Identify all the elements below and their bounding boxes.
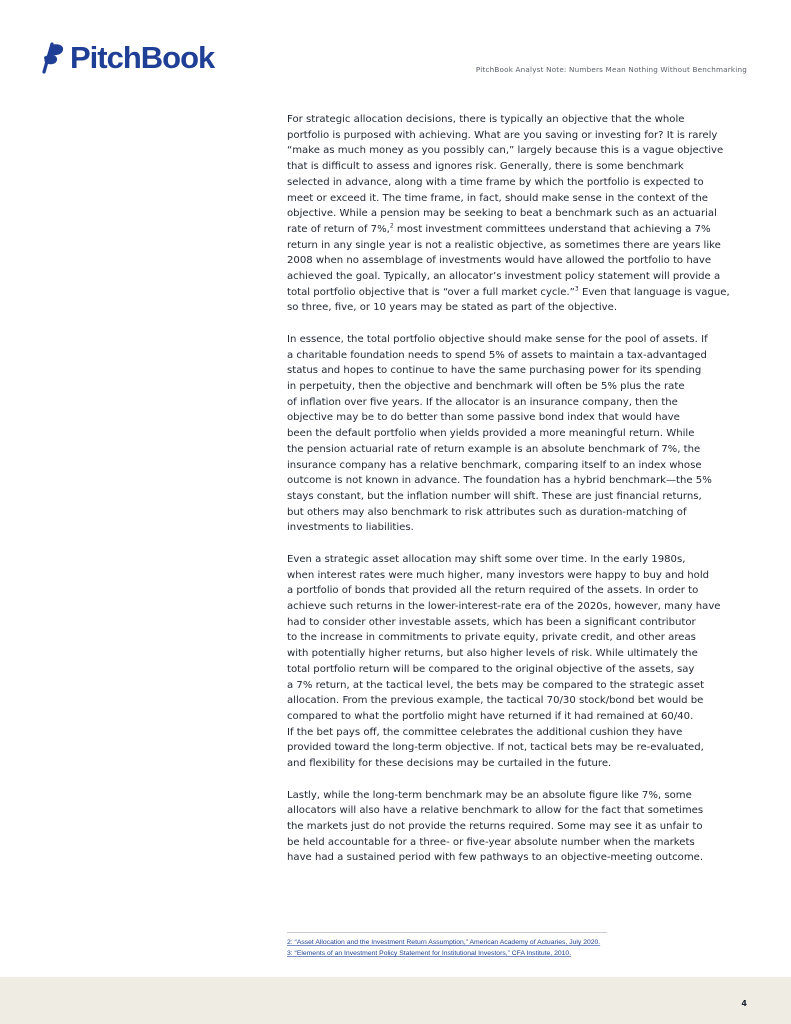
header-note: PitchBook Analyst Note: Numbers Mean Nothing Without Benchmarking — [475, 65, 747, 74]
text-line: provided toward the long-term objective. If not, tactical bets may be re-evaluated, — [287, 742, 704, 754]
footnote-link[interactable]: 2: “Asset Allocation and the Investment Return Assumption,” American Academy of Actuaries, July 2020. — [287, 939, 601, 946]
text-line: return in any single year is not a realistic objective, as sometimes there are years like — [287, 239, 721, 251]
text-line: In essence, the total portfolio objective should make sense for the pool of assets. If — [287, 333, 708, 345]
text-line: in perpetuity, then the objective and benchmark will often be 5% plus the rate — [287, 381, 685, 393]
text-line: For strategic allocation decisions, there is typically an objective that the whole — [287, 114, 685, 125]
paragraph — [287, 332, 749, 536]
text-line: been the default portfolio when yields provided a more meaningful return. While — [287, 428, 695, 440]
footnote-ref[interactable]: 2 — [389, 222, 394, 230]
text-line: the markets just do not provide the returns required. Some may see it as unfair to — [287, 820, 703, 832]
text-line: 2008 when no assemblage of investments would have allowed the portfolio to have — [287, 255, 712, 267]
text-line: a 7% return, at the tactical level, the bets may be compared to the strategic asset — [287, 679, 705, 691]
text-line: have had a sustained period with few pathways to an objective-meeting outcome. — [287, 852, 704, 864]
text-line: with potentially higher returns, but also higher levels of risk. While ultimately the — [287, 648, 698, 660]
text-line: total portfolio return will be compared to the original objective of the assets, say — [287, 663, 695, 675]
text-line: “make as much money as you possibly can,” largely because this is a vague objective — [287, 145, 724, 157]
text-line: If the bet pays off, the committee celebrates the additional cushion they have — [287, 726, 683, 738]
text-line: achieve such returns in the lower-interest-rate era of the 2020s, however, many have — [287, 600, 721, 612]
text-line: the pension actuarial rate of return example is an absolute benchmark of 7%, the — [287, 443, 701, 455]
text-line: allocators will also have a relative benchmark to allow for the fact that sometimes — [287, 805, 704, 817]
text-line: insurance company has a relative benchmark, comparing itself to an index whose — [287, 459, 702, 471]
text-line: achieved the goal. Typically, an allocator’s investment policy statement will provide a — [287, 271, 721, 283]
footnote-link[interactable]: 3: “Elements of an Investment Policy Statement for Institutional Investors,” CFA Institute, 2010. — [287, 950, 572, 957]
text-line: a portfolio of bonds that provided all the return required of the assets. In order to — [287, 585, 699, 597]
text-line: total portfolio objective that is “over a full market cycle.”$^3$ Even that language is vague, — [287, 285, 730, 298]
text-line: compared to what the portfolio might have returned if it had remained at 60/40. — [287, 710, 694, 722]
text-line: but others may also benchmark to risk attributes such as duration-matching of — [287, 506, 687, 518]
text-line: be held accountable for a three- or five-year absolute number when the markets — [287, 836, 695, 848]
text-line: objective may be to do better than some passive bond index that would have — [287, 412, 680, 424]
text-line: a charitable foundation needs to spend 5% of assets to maintain a tax-advantaged — [287, 349, 707, 361]
text-line: when interest rates were much higher, many investors were happy to buy and hold — [287, 569, 710, 581]
footnote-ref[interactable]: 3 — [574, 285, 579, 293]
text-line: allocation. From the previous example, the tactical 70/30 stock/bond bet would be — [287, 695, 704, 707]
paragraph — [287, 788, 749, 867]
text-line: of inflation over five years. If the allocator is an insurance company, then the — [287, 396, 678, 408]
text-line: to the increase in commitments to private equity, private credit, and other areas — [287, 632, 696, 644]
text-line: objective. While a pension may be seeking to beat a benchmark such as an actuarial — [287, 208, 717, 220]
page-number: 4 — [741, 999, 747, 1008]
footnotes — [287, 932, 607, 959]
text-line: that is difficult to assess and ignores risk. Generally, there is some benchmark — [287, 161, 684, 173]
footer-band — [0, 977, 791, 1024]
text-line: had to consider other investable assets, which has been a significant contributor — [287, 616, 696, 628]
pitchbook-leaf-icon — [40, 41, 66, 75]
text-line: outcome is not known in advance. The foundation has a hybrid benchmark—the 5% — [287, 475, 712, 487]
text-line: so three, five, or 10 years may be stated as part of the objective. — [287, 302, 618, 314]
text-line: rate of return of 7%,$^2$ most investment committees understand that achieving a 7% — [287, 222, 711, 235]
text-line: Lastly, while the long-term benchmark may be an absolute figure like 7%, some — [287, 789, 692, 801]
article-body — [287, 112, 749, 882]
text-line: meet or exceed it. The time frame, in fact, should make sense in the context of the — [287, 192, 709, 204]
pitchbook-logo — [40, 40, 214, 76]
paragraph — [287, 552, 749, 772]
text-line: selected in advance, along with a time frame by which the portfolio is expected to — [287, 176, 704, 188]
text-line: stays constant, but the inflation number will shift. These are just financial returns, — [287, 490, 702, 502]
paragraph — [287, 112, 749, 316]
text-line: status and hopes to continue to have the same purchasing power for its spending — [287, 365, 702, 377]
text-line: and flexibility for these decisions may be curtailed in the future. — [287, 758, 612, 770]
text-line: Even a strategic asset allocation may shift some over time. In the early 1980s, — [287, 553, 686, 565]
text-line: investments to liabilities. — [287, 522, 414, 534]
text-line: portfolio is purposed with achieving. What are you saving or investing for? It is rarely — [287, 129, 718, 141]
brand-name: PitchBook — [70, 40, 215, 75]
